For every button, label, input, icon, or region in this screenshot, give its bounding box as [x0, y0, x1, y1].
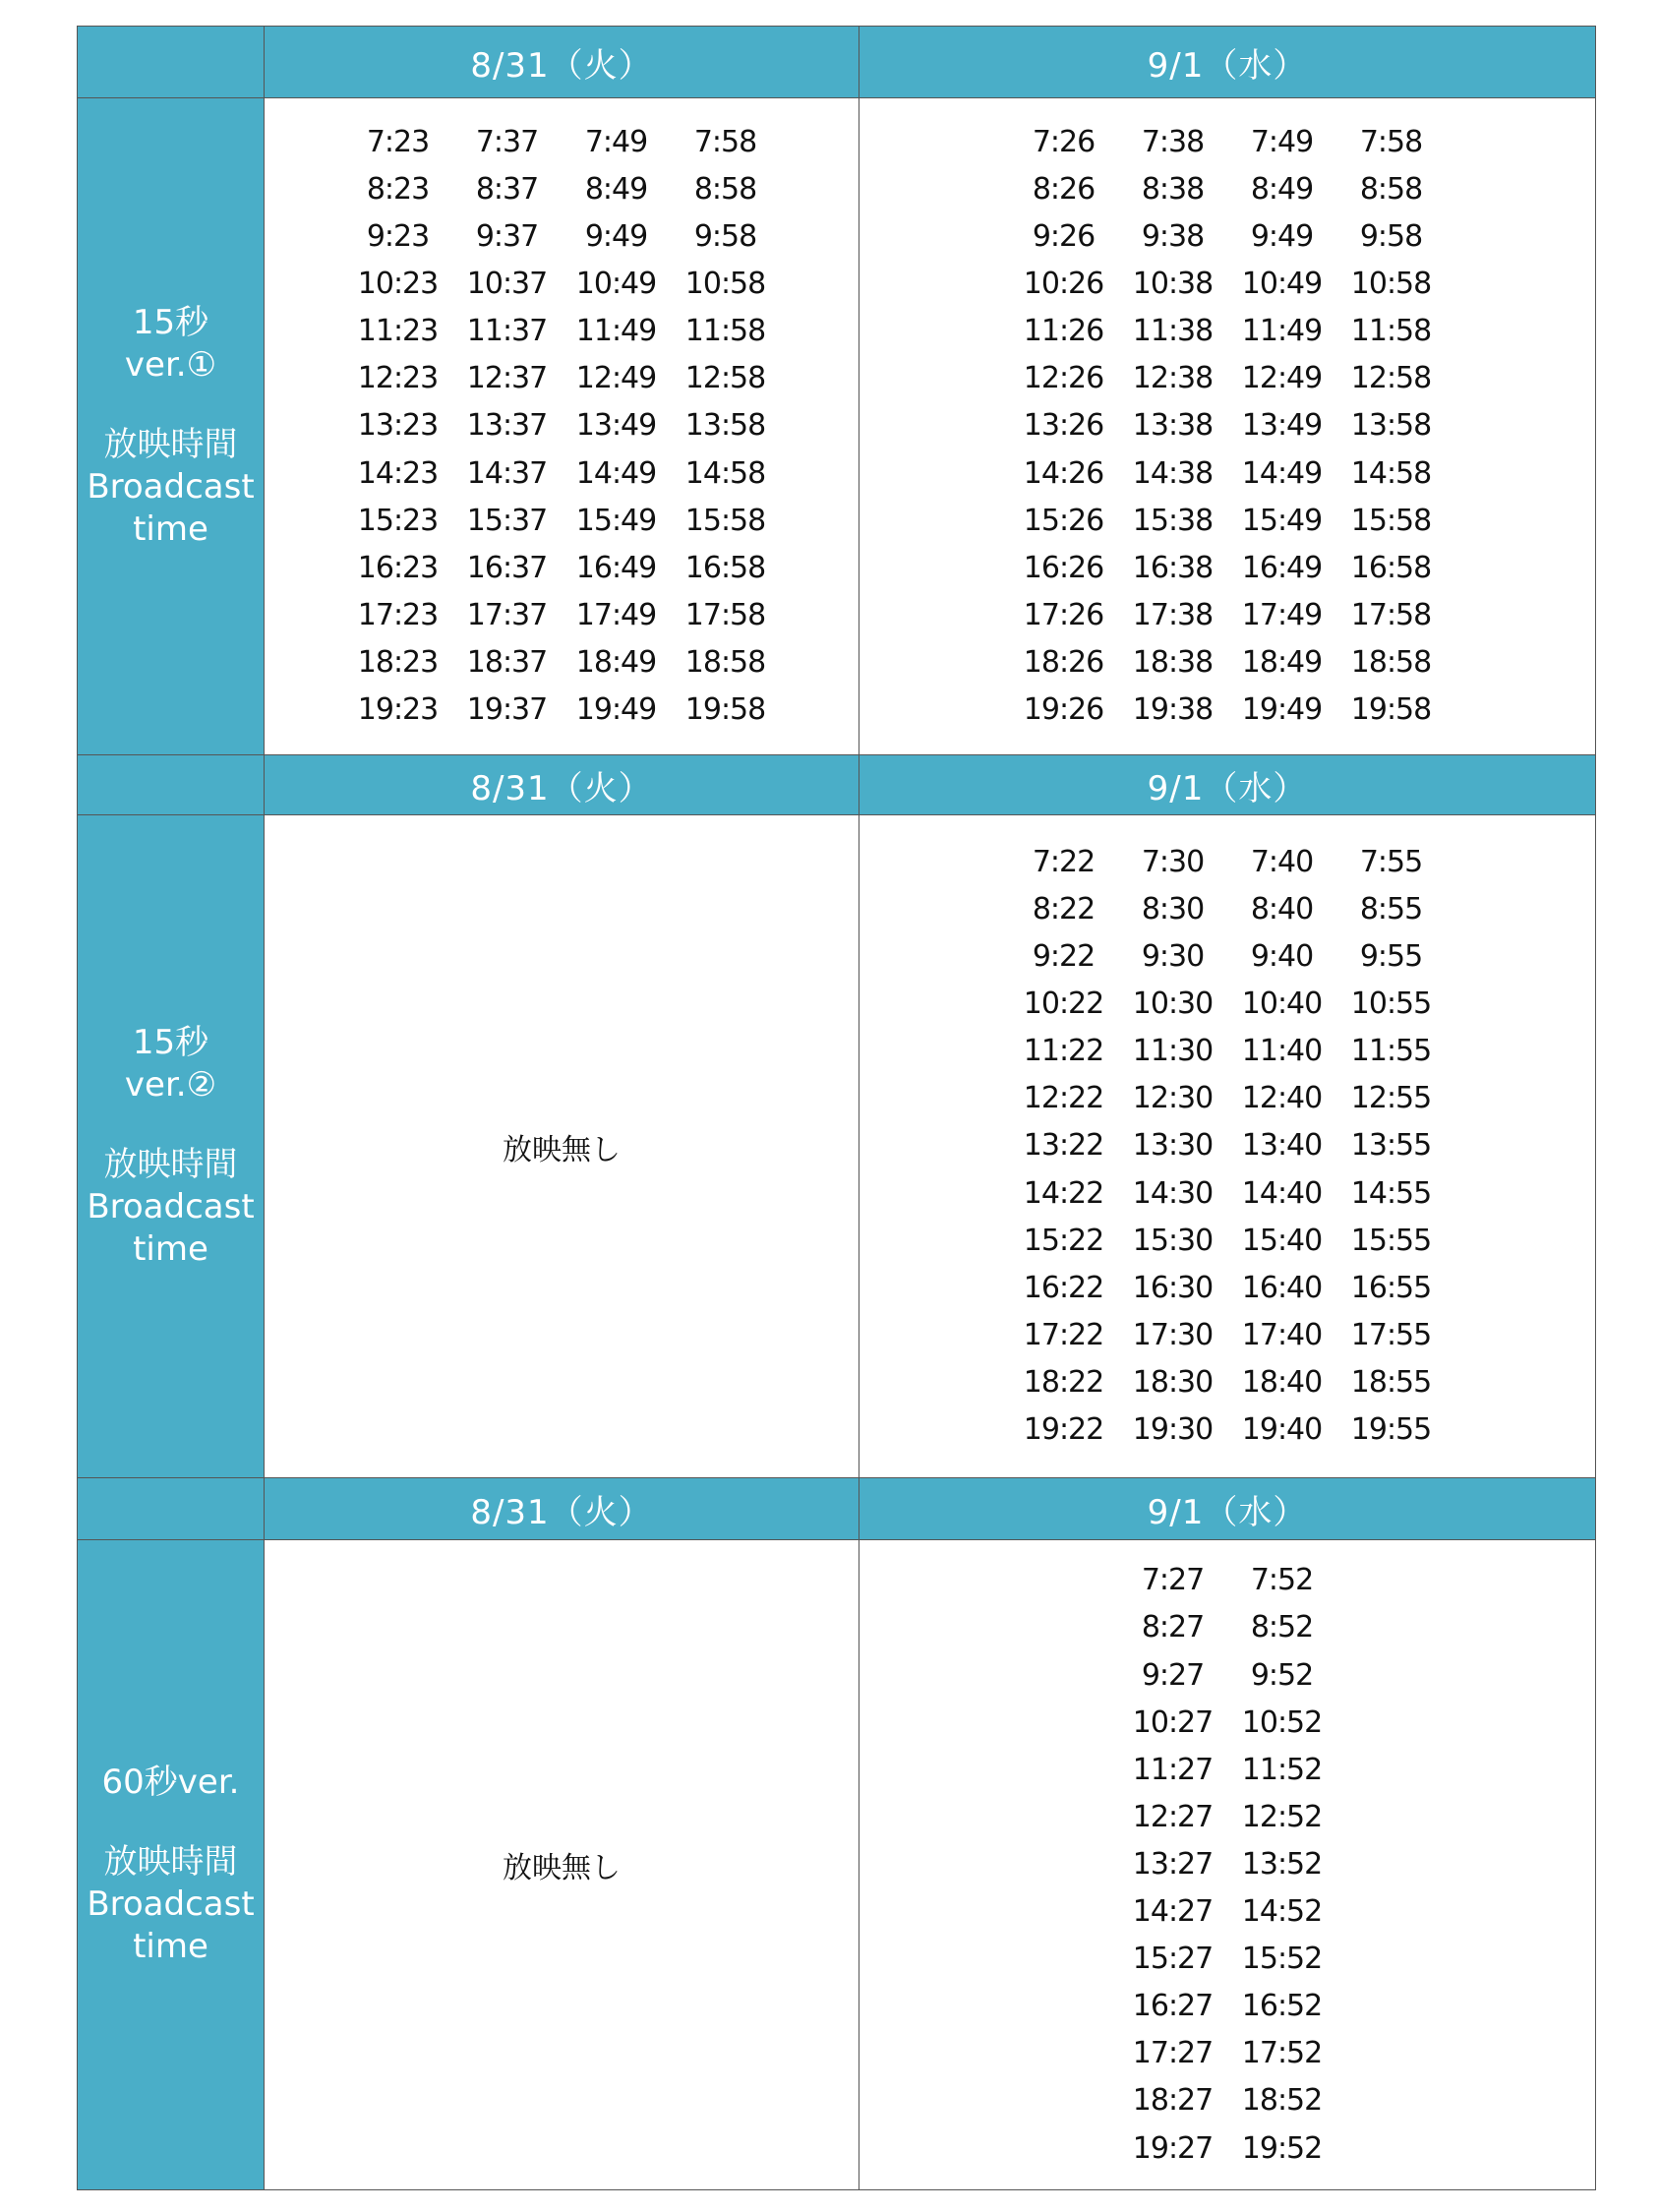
time-slot: 13:23 [357, 408, 439, 444]
section-3-day1-none [265, 1540, 859, 2190]
time-slot: 7:55 [1359, 844, 1423, 879]
time-slot: 10:40 [1241, 986, 1323, 1022]
time-slot: 18:58 [1350, 644, 1432, 680]
time-slot: 8:26 [1032, 171, 1096, 207]
time-slot: 19:52 [1241, 2130, 1323, 2166]
no-broadcast-text: 放映無し [503, 1132, 621, 1167]
time-grid [343, 119, 780, 734]
label-line: time [133, 509, 208, 549]
date-header-day2: 9/1（水） [859, 755, 1596, 815]
time-slot: 15:58 [684, 503, 766, 538]
time-slot: 13:58 [684, 408, 766, 444]
time-slot: 15:26 [1023, 503, 1104, 538]
time-grid [1118, 1557, 1336, 2172]
section-3-body-row [78, 1540, 1596, 2190]
time-slot: 12:52 [1241, 1799, 1323, 1834]
time-slot: 10:49 [1241, 267, 1323, 302]
time-slot: 16:49 [575, 550, 657, 585]
time-slot: 17:37 [466, 597, 548, 632]
time-slot: 7:52 [1250, 1563, 1314, 1598]
time-slot: 13:26 [1023, 408, 1104, 444]
time-slot: 7:30 [1141, 844, 1205, 879]
time-slot: 9:58 [693, 219, 757, 255]
time-slot: 17:49 [1241, 597, 1323, 632]
time-slot: 19:58 [684, 692, 766, 728]
section-1-day1-times [265, 98, 859, 755]
time-slot: 10:52 [1241, 1704, 1323, 1740]
time-slot: 11:26 [1023, 314, 1104, 349]
time-slot: 13:37 [466, 408, 548, 444]
time-slot: 10:49 [575, 267, 657, 302]
time-slot: 17:22 [1023, 1317, 1104, 1352]
time-slot: 17:30 [1132, 1317, 1214, 1352]
time-slot: 8:52 [1250, 1610, 1314, 1645]
time-slot: 19:22 [1023, 1412, 1104, 1448]
time-slot: 18:37 [466, 644, 548, 680]
date-header-day1: 8/31（火） [265, 27, 859, 98]
time-slot: 9:38 [1141, 219, 1205, 255]
corner-cell [78, 27, 265, 98]
time-slot: 7:37 [475, 124, 539, 159]
time-slot: 10:37 [466, 267, 548, 302]
section-1-day2-times [859, 98, 1596, 755]
time-slot: 11:23 [357, 314, 439, 349]
section-3-label [78, 1540, 265, 2190]
section-3-header-row [78, 1478, 1596, 1540]
time-slot: 15:52 [1241, 1942, 1323, 1977]
section-1-body-row [78, 98, 1596, 755]
label-line: 15秒 [132, 303, 209, 342]
section-2-header-row [78, 755, 1596, 815]
label-line: time [133, 1927, 208, 1966]
time-slot: 8:55 [1359, 891, 1423, 927]
corner-cell [78, 755, 265, 815]
time-slot: 12:55 [1350, 1081, 1432, 1116]
time-slot: 17:27 [1132, 2036, 1214, 2071]
time-slot: 15:49 [575, 503, 657, 538]
label-line: 60秒ver. [101, 1763, 240, 1802]
time-slot: 8:37 [475, 171, 539, 207]
time-slot: 12:58 [1350, 361, 1432, 396]
time-slot: 14:49 [1241, 455, 1323, 491]
time-slot: 10:30 [1132, 986, 1214, 1022]
label-gap [78, 387, 264, 424]
time-slot: 15:23 [357, 503, 439, 538]
time-slot: 12:26 [1023, 361, 1104, 396]
time-slot: 19:30 [1132, 1412, 1214, 1448]
time-slot: 9:40 [1250, 939, 1314, 975]
time-slot: 12:49 [575, 361, 657, 396]
time-slot: 19:40 [1241, 1412, 1323, 1448]
time-slot: 18:30 [1132, 1364, 1214, 1400]
time-slot: 14:58 [1350, 455, 1432, 491]
time-slot: 13:58 [1350, 408, 1432, 444]
time-slot: 7:27 [1141, 1563, 1205, 1598]
time-slot: 13:55 [1350, 1128, 1432, 1164]
time-slot: 7:58 [693, 124, 757, 159]
time-slot: 14:30 [1132, 1175, 1214, 1211]
time-slot: 17:52 [1241, 2036, 1323, 2071]
time-slot: 19:49 [1241, 692, 1323, 728]
time-slot: 13:52 [1241, 1846, 1323, 1882]
time-slot: 7:49 [584, 124, 648, 159]
time-slot: 13:27 [1132, 1846, 1214, 1882]
time-slot: 11:38 [1132, 314, 1214, 349]
section-2-body-row [78, 815, 1596, 1478]
time-slot: 9:58 [1359, 219, 1423, 255]
time-slot: 11:37 [466, 314, 548, 349]
time-slot: 14:55 [1350, 1175, 1432, 1211]
time-slot: 17:58 [1350, 597, 1432, 632]
time-slot: 11:49 [1241, 314, 1323, 349]
date-header-day2: 9/1（水） [859, 1478, 1596, 1540]
time-slot: 7:38 [1141, 124, 1205, 159]
time-slot: 9:23 [366, 219, 430, 255]
time-slot: 9:22 [1032, 939, 1096, 975]
time-slot: 16:58 [1350, 550, 1432, 585]
time-slot: 14:52 [1241, 1894, 1323, 1930]
time-slot: 14:27 [1132, 1894, 1214, 1930]
time-slot: 19:55 [1350, 1412, 1432, 1448]
time-slot: 19:37 [466, 692, 548, 728]
time-slot: 15:27 [1132, 1942, 1214, 1977]
section-2-day2-times [859, 815, 1596, 1478]
time-slot: 9:49 [584, 219, 648, 255]
time-slot: 16:38 [1132, 550, 1214, 585]
time-slot: 19:27 [1132, 2130, 1214, 2166]
time-slot: 14:23 [357, 455, 439, 491]
time-slot: 15:22 [1023, 1223, 1104, 1258]
time-slot: 8:49 [584, 171, 648, 207]
section-2-label [78, 815, 265, 1478]
time-slot: 11:22 [1023, 1034, 1104, 1069]
time-slot: 13:22 [1023, 1128, 1104, 1164]
time-slot: 18:49 [575, 644, 657, 680]
time-slot: 19:26 [1023, 692, 1104, 728]
time-slot: 18:55 [1350, 1364, 1432, 1400]
time-slot: 12:27 [1132, 1799, 1214, 1834]
date-header-day2: 9/1（水） [859, 27, 1596, 98]
time-slot: 11:49 [575, 314, 657, 349]
section-2-day1-none [265, 815, 859, 1478]
time-slot: 10:58 [1350, 267, 1432, 302]
time-slot: 10:58 [684, 267, 766, 302]
time-slot: 9:37 [475, 219, 539, 255]
time-slot: 16:52 [1241, 1989, 1323, 2024]
time-slot: 14:22 [1023, 1175, 1104, 1211]
time-slot: 18:38 [1132, 644, 1214, 680]
time-slot: 12:30 [1132, 1081, 1214, 1116]
time-slot: 15:49 [1241, 503, 1323, 538]
time-slot: 15:55 [1350, 1223, 1432, 1258]
label-line: Broadcast [87, 1884, 255, 1924]
time-slot: 11:55 [1350, 1034, 1432, 1069]
label-line: Broadcast [87, 1187, 255, 1226]
label-gap [78, 1106, 264, 1144]
time-slot: 15:40 [1241, 1223, 1323, 1258]
time-slot: 11:30 [1132, 1034, 1214, 1069]
time-slot: 15:30 [1132, 1223, 1214, 1258]
time-slot: 17:40 [1241, 1317, 1323, 1352]
time-slot: 10:38 [1132, 267, 1214, 302]
time-slot: 16:30 [1132, 1270, 1214, 1305]
time-slot: 12:38 [1132, 361, 1214, 396]
label-line: ver.① [124, 345, 217, 385]
label-line: 放映時間 [103, 1145, 238, 1184]
time-slot: 14:38 [1132, 455, 1214, 491]
time-slot: 9:27 [1141, 1657, 1205, 1693]
label-gap [78, 1804, 264, 1841]
time-slot: 17:55 [1350, 1317, 1432, 1352]
time-slot: 16:22 [1023, 1270, 1104, 1305]
time-slot: 18:40 [1241, 1364, 1323, 1400]
time-slot: 12:37 [466, 361, 548, 396]
time-slot: 17:26 [1023, 597, 1104, 632]
broadcast-schedule-table [77, 26, 1596, 2190]
time-slot: 18:26 [1023, 644, 1104, 680]
label-line: time [133, 1229, 208, 1269]
time-slot: 7:23 [366, 124, 430, 159]
time-slot: 8:22 [1032, 891, 1096, 927]
time-slot: 7:58 [1359, 124, 1423, 159]
time-slot: 9:52 [1250, 1657, 1314, 1693]
time-slot: 13:30 [1132, 1128, 1214, 1164]
time-slot: 10:23 [357, 267, 439, 302]
label-line: 15秒 [132, 1023, 209, 1062]
time-slot: 13:40 [1241, 1128, 1323, 1164]
time-slot: 16:40 [1241, 1270, 1323, 1305]
time-slot: 12:58 [684, 361, 766, 396]
time-slot: 18:49 [1241, 644, 1323, 680]
section-1-header-row [78, 27, 1596, 98]
time-slot: 16:58 [684, 550, 766, 585]
label-line: 放映時間 [103, 1842, 238, 1882]
time-slot: 11:58 [684, 314, 766, 349]
time-slot: 18:52 [1241, 2083, 1323, 2119]
time-slot: 17:38 [1132, 597, 1214, 632]
time-slot: 7:40 [1250, 844, 1314, 879]
corner-cell [78, 1478, 265, 1540]
time-slot: 8:23 [366, 171, 430, 207]
time-slot: 9:26 [1032, 219, 1096, 255]
time-slot: 8:27 [1141, 1610, 1205, 1645]
label-line: ver.② [124, 1065, 217, 1105]
time-slot: 17:49 [575, 597, 657, 632]
time-slot: 10:55 [1350, 986, 1432, 1022]
time-slot: 16:26 [1023, 550, 1104, 585]
time-slot: 19:38 [1132, 692, 1214, 728]
time-slot: 13:38 [1132, 408, 1214, 444]
section-3-day2-times [859, 1540, 1596, 2190]
date-header-day1: 8/31（火） [265, 755, 859, 815]
time-slot: 11:58 [1350, 314, 1432, 349]
time-slot: 16:37 [466, 550, 548, 585]
time-slot: 15:37 [466, 503, 548, 538]
time-slot: 11:40 [1241, 1034, 1323, 1069]
time-slot: 14:49 [575, 455, 657, 491]
time-slot: 14:58 [684, 455, 766, 491]
time-slot: 11:52 [1241, 1752, 1323, 1787]
time-slot: 12:40 [1241, 1081, 1323, 1116]
time-slot: 10:22 [1023, 986, 1104, 1022]
date-header-day1: 8/31（火） [265, 1478, 859, 1540]
time-slot: 17:58 [684, 597, 766, 632]
time-slot: 14:26 [1023, 455, 1104, 491]
time-slot: 11:27 [1132, 1752, 1214, 1787]
time-grid [1009, 839, 1446, 1454]
time-grid [1009, 119, 1446, 734]
time-slot: 8:58 [1359, 171, 1423, 207]
time-slot: 9:55 [1359, 939, 1423, 975]
label-line: Broadcast [87, 467, 255, 507]
time-slot: 10:27 [1132, 1704, 1214, 1740]
time-slot: 7:22 [1032, 844, 1096, 879]
time-slot: 15:58 [1350, 503, 1432, 538]
time-slot: 8:49 [1250, 171, 1314, 207]
time-slot: 9:30 [1141, 939, 1205, 975]
time-slot: 16:23 [357, 550, 439, 585]
time-slot: 9:49 [1250, 219, 1314, 255]
time-slot: 15:38 [1132, 503, 1214, 538]
time-slot: 10:26 [1023, 267, 1104, 302]
time-slot: 18:58 [684, 644, 766, 680]
time-slot: 18:22 [1023, 1364, 1104, 1400]
section-1-label [78, 98, 265, 755]
time-slot: 12:23 [357, 361, 439, 396]
time-slot: 17:23 [357, 597, 439, 632]
time-slot: 8:30 [1141, 891, 1205, 927]
time-slot: 13:49 [1241, 408, 1323, 444]
time-slot: 18:23 [357, 644, 439, 680]
time-slot: 14:40 [1241, 1175, 1323, 1211]
time-slot: 7:49 [1250, 124, 1314, 159]
time-slot: 19:49 [575, 692, 657, 728]
time-slot: 12:49 [1241, 361, 1323, 396]
time-slot: 18:27 [1132, 2083, 1214, 2119]
time-slot: 7:26 [1032, 124, 1096, 159]
time-slot: 19:23 [357, 692, 439, 728]
time-slot: 8:38 [1141, 171, 1205, 207]
time-slot: 8:58 [693, 171, 757, 207]
label-line: 放映時間 [103, 425, 238, 464]
time-slot: 16:27 [1132, 1989, 1214, 2024]
time-slot: 14:37 [466, 455, 548, 491]
time-slot: 19:58 [1350, 692, 1432, 728]
time-slot: 16:49 [1241, 550, 1323, 585]
time-slot: 8:40 [1250, 891, 1314, 927]
no-broadcast-text: 放映無し [503, 1851, 621, 1885]
time-slot: 16:55 [1350, 1270, 1432, 1305]
time-slot: 13:49 [575, 408, 657, 444]
time-slot: 12:22 [1023, 1081, 1104, 1116]
